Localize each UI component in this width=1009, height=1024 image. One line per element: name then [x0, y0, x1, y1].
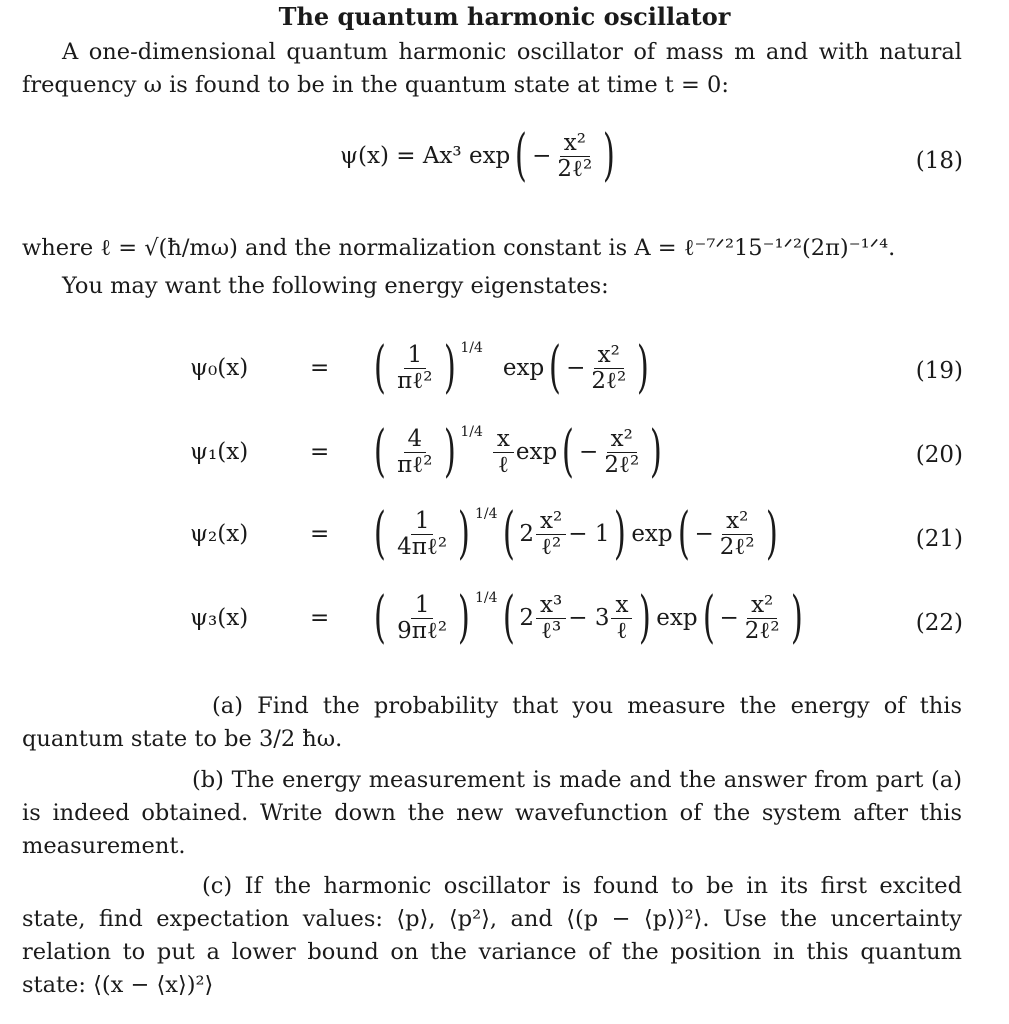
equation-number-20: (20) [915, 442, 963, 468]
part-a: (a) Find the probability that you measure the energy of this quantum state to be 3/2 ħω. [22, 693, 962, 752]
eq18-den: 2ℓ² [557, 155, 593, 182]
page-title: The quantum harmonic oscillator [278, 2, 731, 31]
equation-18: ψ(x) = Ax³ exp ( − $\frac{\text{x²}}{\text{2ℓ²}}$ ) [340, 123, 616, 188]
eigenstates-intro: You may want the following energy eigenstates: [62, 273, 609, 299]
eq20-lhs: ψ₁(x) [190, 439, 249, 465]
equation-22: ψ₃(x) = ( $\frac{1}{\text{9πℓ²}}$ ) 1/4 ( 2 $\frac{\text{x³}}{\text{ℓ³}}$ − 3 $\frac{x}{\text{ℓ}}$ ) exp ( − $\frac{\text{x²}}{\text{2ℓ²}}$ ) [190, 585, 803, 650]
equation-21: ψ₂(x) = ( $\frac{1}{\text{4πℓ²}}$ ) 1/4 ( 2 $\frac{\text{x²}}{\text{ℓ²}}$ − 1 ) exp ( − $\frac{\text{x²}}{\text{2ℓ²}}$ ) [190, 501, 778, 566]
eq19-lhs: ψ₀(x) [190, 355, 249, 381]
where-paragraph: where ℓ = √(ħ/mω) and the normalization constant is A = ℓ⁻⁷ᐟ²15⁻¹ᐟ²(2π)⁻¹ᐟ⁴. [22, 235, 896, 261]
equation-19: ψ₀(x) = ( $\frac{1}{\text{πℓ²}}$ ) 1/4 exp ( − $\frac{\text{x²}}{\text{2ℓ²}}$ ) [190, 335, 650, 400]
eq22-lhs: ψ₃(x) [190, 605, 249, 631]
equation-number-22: (22) [915, 610, 963, 636]
equation-number-21: (21) [915, 526, 963, 552]
equation-number-18: (18) [915, 148, 963, 174]
equation-20: ψ₁(x) = ( $\frac{4}{\text{πℓ²}}$ ) 1/4 $\frac{x}{\text{ℓ}}$ exp ( − $\frac{\text{x²}}{\text{2ℓ²}}$ ) [190, 419, 663, 484]
eq21-lhs: ψ₂(x) [190, 521, 249, 547]
part-c: (c) If the harmonic oscillator is found to be in its first excited state, find expectation values: ⟨p⟩, ⟨p²⟩, and ⟨(p − ⟨p⟩)²⟩. Use the uncertainty relation to put a lower bound on the variance of the position in this quantum state: ⟨(x − ⟨x⟩)²⟩ [22, 873, 962, 998]
part-b: (b) The energy measurement is made and the answer from part (a) is indeed obtained. Write down the new wavefunction of the system after this measurement. [22, 767, 962, 859]
eq18-lhs: ψ(x) = Ax³ exp [340, 143, 511, 169]
intro-paragraph: A one-dimensional quantum harmonic oscillator of mass m and with natural frequency ω is found to be in the quantum state at time t = 0: [22, 39, 962, 98]
equation-number-19: (19) [915, 358, 963, 384]
eq18-num: x² [560, 131, 590, 156]
